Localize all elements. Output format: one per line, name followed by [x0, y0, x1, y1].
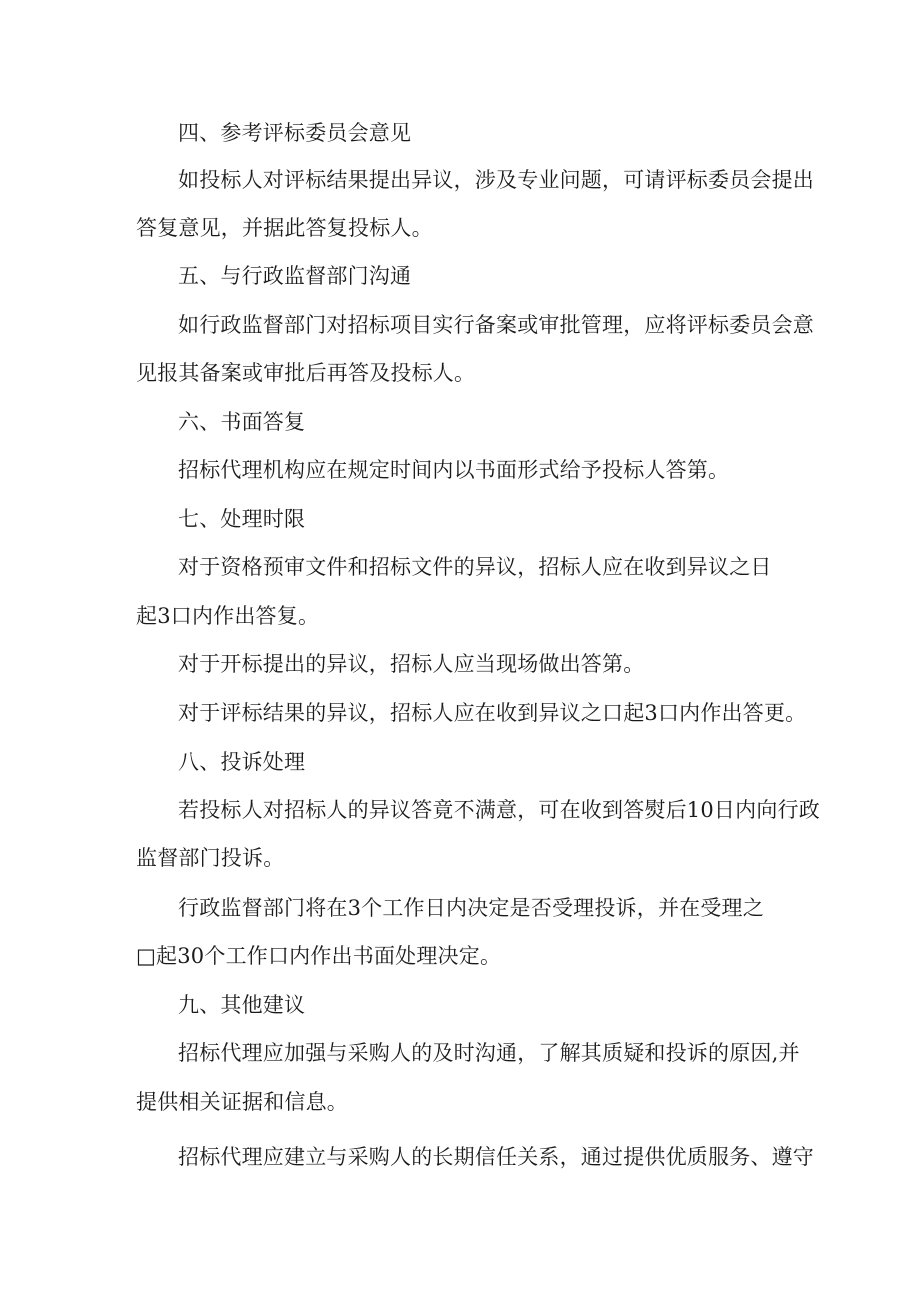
section-heading-5: 五、与行政监督部门沟通: [178, 264, 412, 288]
section-heading-7: 七、处理时限: [178, 507, 306, 531]
paragraph-line: 招标代理机构应在规定时间内以书面形式给予投标人答第。: [178, 458, 730, 482]
paragraph-line: 对于资格预审文件和招标文件的异议，招标人应在收到异议之日: [178, 555, 772, 579]
paragraph-line: 对于开标提出的异议，招标人应当现场做出答第。: [178, 652, 645, 676]
section-heading-4: 四、参考评标委员会意见: [178, 121, 412, 145]
section-heading-6: 六、书面答复: [178, 410, 306, 434]
paragraph-line: 提供相关证据和信息。: [136, 1090, 348, 1114]
paragraph-line: 对于评标结果的异议，招标人应在收到异议之口起3口内作出答更。: [178, 701, 807, 725]
paragraph-line: 答复意见，并据此答复投标人。: [136, 216, 433, 240]
section-heading-8: 八、投诉处理: [178, 750, 306, 774]
paragraph-line: □起30个工作口内作出书面处理决定。: [136, 944, 502, 968]
paragraph-line: 起3口内作出答复。: [136, 604, 320, 628]
paragraph-line: 招标代理应加强与采购人的及时沟通，了解其质疑和投诉的原因,并: [178, 1041, 800, 1065]
paragraph-line: 如投标人对评标结果提出异议，涉及专业问题，可请评标委员会提出: [178, 168, 814, 192]
section-heading-9: 九、其他建议: [178, 993, 306, 1017]
paragraph-line: 见报其备案或审批后再答及投标人。: [136, 361, 476, 385]
paragraph-line: 若投标人对招标人的异议答竟不满意，可在收到答熨后10日内向行政: [178, 798, 820, 822]
paragraph-line: 如行政监督部门对招标项目实行备案或审批管理，应将评标委员会意: [178, 313, 814, 337]
paragraph-line: 监督部门投诉。: [136, 846, 285, 870]
paragraph-line: 行政监督部门将在3个工作日内决定是否受理投诉，并在受理之: [178, 896, 764, 920]
paragraph-line: 招标代理应建立与采购人的长期信任关系，通过提供优质服务、遵守: [178, 1145, 814, 1169]
